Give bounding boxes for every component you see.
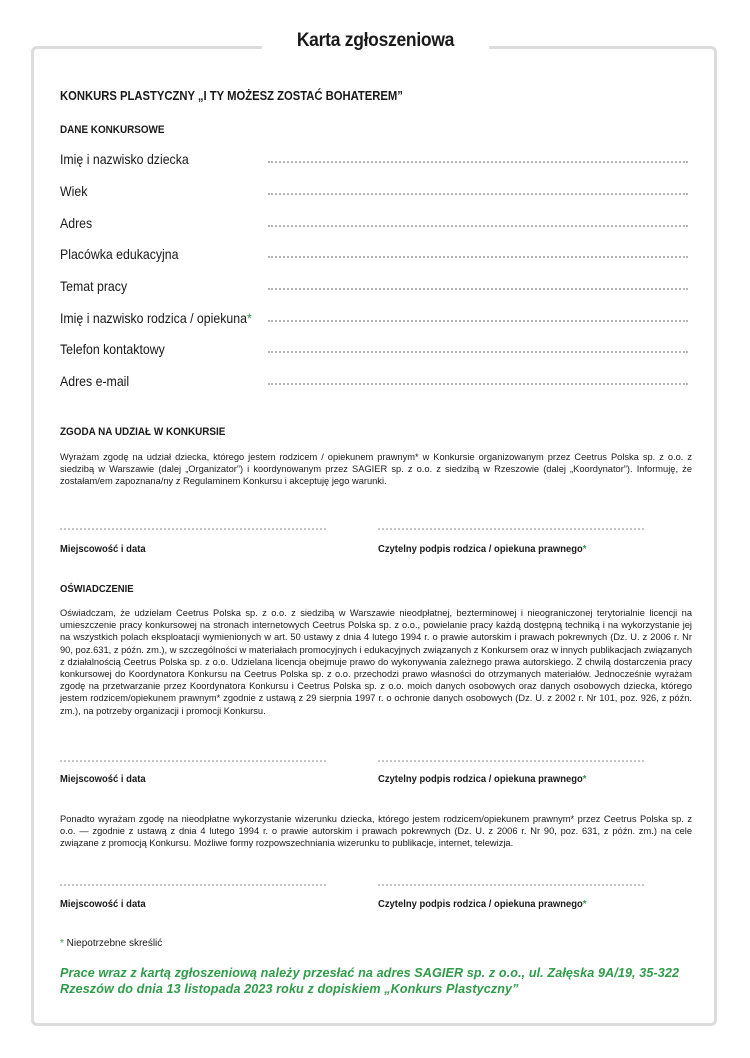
place-date-line[interactable]: [60, 528, 326, 530]
fill-line[interactable]: [268, 351, 688, 353]
field-child-name[interactable]: [60, 151, 688, 171]
place-date-line[interactable]: [60, 760, 326, 762]
statement-heading: OŚWIADCZENIE: [60, 583, 134, 595]
fill-line[interactable]: [268, 225, 688, 227]
field-label-text: Imię i nazwisko rodzica / opiekuna: [60, 310, 247, 326]
signature-label-text: Czytelny podpis rodzica / opiekuna prawnego: [378, 543, 583, 555]
signature-label-text: Czytelny podpis rodzica / opiekuna prawnego: [378, 773, 583, 785]
field-label: Placówka edukacyjna: [60, 246, 179, 262]
contest-title: KONKURS PLASTYCZNY „I TY MOŻESZ ZOSTAĆ BOHATEREM”: [60, 89, 403, 103]
asterisk: *: [582, 898, 587, 910]
signature-line[interactable]: [378, 760, 644, 762]
title-box: [0, 30, 750, 52]
fill-line[interactable]: [268, 193, 688, 195]
fill-line[interactable]: [268, 320, 688, 322]
field-parent-name[interactable]: [60, 310, 688, 330]
page-title: Karta zgłoszeniowa: [261, 30, 488, 52]
signature-label: [378, 898, 586, 910]
field-label: [60, 310, 252, 326]
field-phone[interactable]: [60, 341, 688, 361]
fill-line[interactable]: [268, 383, 688, 385]
field-school[interactable]: [60, 246, 688, 266]
image-consent-text: Ponadto wyrażam zgodę na nieodpłatne wykorzystanie wizerunku dziecka, którego jestem rodzicem/opiekunem prawnym* przez Ceetrus Polska sp. z o.o. — zgodnie z ustawą z dnia 4 lutego 1994 r. o prawie autorskim i prawach pokrewnych (Dz. U. z 2006 r. Nr 90, poz. 631, z późn. zm.) na cele związane z promocją Konkursu. Możliwe formy rozpowszechniania wizerunku to publikacje, internet, telewizja.: [60, 814, 692, 849]
asterisk: *: [582, 543, 587, 555]
footnote: [60, 938, 162, 949]
place-date-label: Miejscowość i data: [60, 543, 146, 555]
consent-text: Wyrażam zgodę na udział dziecka, którego jestem rodzicem / opiekunem prawnym* w Konkursie organizowanym przez Ceetrus Polska sp. z o.o. z siedzibą w Warszawie (dalej „Organizator”) i koordynowanym przez SAGIER sp. z o.o. z siedzibą w Rzeszowie (dalej „Koordynator”). Informuję, że zostałam/em zapoznana/ny z Regulaminem Konkursu i akceptuję jego warunki.: [60, 452, 692, 487]
signature-label-text: Czytelny podpis rodzica / opiekuna prawnego: [378, 898, 583, 910]
asterisk: *: [60, 938, 64, 949]
fill-line[interactable]: [268, 256, 688, 258]
field-topic[interactable]: [60, 278, 688, 298]
place-date-label: Miejscowość i data: [60, 898, 146, 910]
place-date-line[interactable]: [60, 884, 326, 886]
field-age[interactable]: [60, 183, 688, 203]
field-email[interactable]: [60, 373, 688, 393]
signature-line[interactable]: [378, 528, 644, 530]
fill-line[interactable]: [268, 288, 688, 290]
signature-label: [378, 773, 586, 785]
field-label: Adres e-mail: [60, 373, 130, 389]
submission-info: Prace wraz z kartą zgłoszeniową należy przesłać na adres SAGIER sp. z o.o., ul. Załęska 9A/19, 35-322 Rzeszów do dnia 13 listopada 2023 roku z dopiskiem „Konkurs Plastyczny”: [60, 966, 680, 996]
field-address[interactable]: [60, 215, 688, 235]
field-label: Temat pracy: [60, 278, 128, 294]
field-label: Imię i nazwisko dziecka: [60, 151, 189, 167]
field-label: Telefon kontaktowy: [60, 341, 165, 357]
contest-data-heading: DANE KONKURSOWE: [60, 124, 165, 136]
statement-text: Oświadczam, że udzielam Ceetrus Polska sp. z o.o. z siedzibą w Warszawie nieodpłatnej, bezterminowej i nieograniczonej terytorialnie licencji na umieszczenie pracy konkursowej na stronach internetowych Ceetrus Polska sp. z o.o., powielanie pracy każdą dostępną techniką i na wykorzystanie jej na wszystkich polach eksploatacji wymienionych w art. 50 ustawy z dnia 4 lutego 1994 r. o prawie autorskim i prawach pokrewnych (Dz. U. z 2006 r. Nr 90, poz.631, z późn. zm.), w szczególności w materiałach promocyjnych i edukacyjnych związanych z Konkursem oraz w innych publikacjach związanych z działalnością Ceetrus Polska sp. z o.o. Udzielana licencja obejmuje prawo do wykonywania zależnego prawa autorskiego. Z chwilą dostarczenia pracy konkursowej do Koordynatora Konkursu na Ceetrus Polska sp. z o.o. przechodzi prawo własności do otrzymanych materiałów. Jednocześnie wyrażam zgodę na przetwarzanie przez Koordynatora Konkursu i Ceetrus Polska sp. z o.o. moich danych osobowych oraz danych osobowych dziecka, którego jestem rodzicem/opiekunem prawnym* zgodnie z ustawą z 29 sierpnia 1997 r. o ochronie danych osobowych (Dz. U. z 2002 r. Nr 101, poz. 926, z późn. zm.), na potrzeby organizacji i promocji Konkursu.: [60, 608, 692, 716]
field-label: Adres: [60, 215, 93, 231]
place-date-label: Miejscowość i data: [60, 773, 146, 785]
footnote-text: Niepotrzebne skreślić: [63, 938, 163, 949]
consent-heading: ZGODA NA UDZIAŁ W KONKURSIE: [60, 426, 226, 438]
asterisk: *: [582, 773, 587, 785]
fill-line[interactable]: [268, 161, 688, 163]
asterisk: *: [246, 310, 252, 326]
signature-label: [378, 543, 586, 555]
signature-line[interactable]: [378, 884, 644, 886]
field-label: Wiek: [60, 183, 88, 199]
